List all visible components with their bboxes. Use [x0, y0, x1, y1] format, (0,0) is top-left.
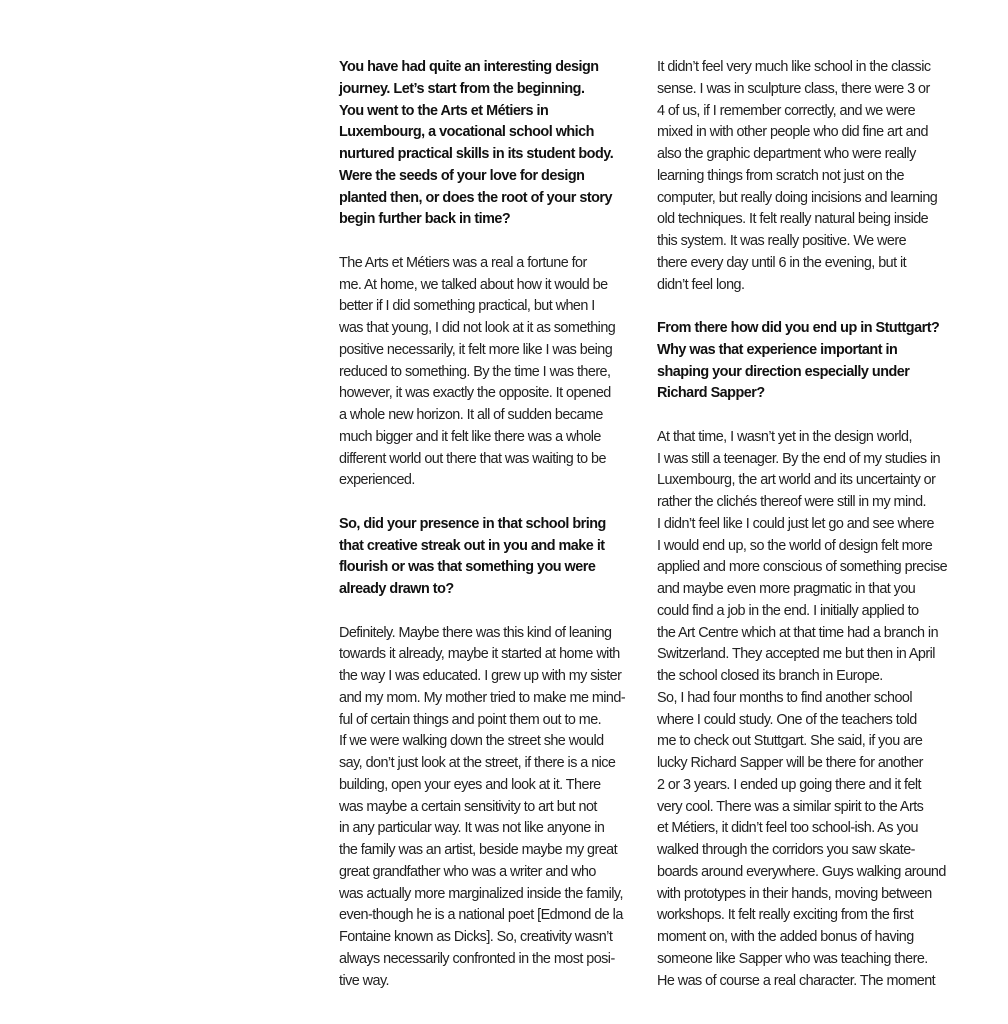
text-line: building, open your eyes and look at it. There: [339, 776, 601, 793]
text-line: better if I did something practical, but when I: [339, 298, 595, 315]
right-column: [657, 57, 957, 992]
text-line: Fontaine known as Dicks]. So, creativity wasn’t: [339, 929, 613, 945]
text-line: much bigger and it felt like there was a whole: [339, 428, 601, 445]
interview-answer: [657, 427, 957, 993]
paragraph-gap: [339, 492, 639, 514]
text-line: walked through the corridors you saw skate-: [657, 842, 915, 858]
interview-question: [339, 514, 639, 601]
text-line: different world out there that was waiting to be: [339, 450, 606, 467]
text-line: me. At home, we talked about how it would be: [339, 276, 608, 293]
text-line: already drawn to?: [339, 581, 454, 597]
text-line: planted then, or does the root of your story: [339, 189, 613, 206]
text-line: flourish or was that something you were: [339, 559, 596, 576]
text-line: It didn’t feel very much like school in the classic: [657, 59, 931, 75]
text-line: and my mom. My mother tried to make me mind-: [339, 689, 626, 706]
text-line: applied and more conscious of something precise: [657, 559, 948, 576]
text-line: He was of course a real character. The moment: [657, 972, 936, 989]
text-line: mixed in with other people who did fine art and: [657, 124, 928, 141]
text-line: the way I was educated. I grew up with my sister: [339, 668, 622, 684]
text-line: tive way.: [339, 972, 389, 989]
text-line: Luxembourg, the art world and its uncertainty or: [657, 472, 936, 489]
text-line: me to check out Stuttgart. She said, if you are: [657, 733, 923, 750]
text-line: didn’t feel long.: [657, 276, 745, 293]
text-line: nurtured practical skills in its student body.: [339, 146, 614, 162]
text-line: sense. I was in sculpture class, there were 3 or: [657, 80, 930, 97]
text-line: Why was that experience important in: [657, 341, 898, 358]
text-line: and maybe even more pragmatic in that you: [657, 581, 916, 597]
text-line: old techniques. It felt really natural being inside: [657, 211, 929, 228]
text-line: reduced to something. By the time I was there,: [339, 363, 611, 380]
interview-question: [657, 318, 957, 405]
paragraph-gap: [657, 296, 957, 318]
text-line: could find a job in the end. I initially applied to: [657, 602, 919, 619]
text-line: begin further back in time?: [339, 211, 511, 228]
text-line: the school closed its branch in Europe.: [657, 668, 883, 684]
interview-answer: [657, 57, 957, 296]
text-line: learning things from scratch not just on the: [657, 167, 904, 184]
text-line: Were the seeds of your love for design: [339, 167, 585, 184]
text-line: 2 or 3 years. I ended up going there and it felt: [657, 776, 922, 793]
interview-answer: [339, 253, 639, 492]
text-line: ful of certain things and point them out to me.: [339, 711, 602, 728]
text-line: positive necessarily, it felt more like I was being: [339, 341, 613, 358]
text-line: I didn’t feel like I could just let go and see where: [657, 515, 934, 532]
text-line: towards it already, maybe it started at home with: [339, 646, 620, 663]
text-line: workshops. It felt really exciting from the first: [657, 907, 914, 924]
text-line: rather the clichés thereof were still in my mind.: [657, 494, 926, 510]
text-line: Definitely. Maybe there was this kind of leaning: [339, 624, 612, 641]
text-line: journey. Let’s start from the beginning.: [339, 80, 585, 97]
text-line: Luxembourg, a vocational school which: [339, 124, 594, 141]
text-line: however, it was exactly the opposite. It opened: [339, 385, 611, 402]
interview-answer: [339, 623, 639, 993]
text-line: The Arts et Métiers was a real a fortune for: [339, 254, 587, 271]
text-line: in any particular way. It was not like anyone in: [339, 820, 605, 837]
text-line: was actually more marginalized inside the family,: [339, 885, 623, 902]
text-line: Switzerland. They accepted me but then in April: [657, 646, 935, 663]
text-line: the Art Centre which at that time had a branch in: [657, 624, 939, 641]
text-line: I would end up, so the world of design felt more: [657, 537, 933, 554]
text-line: with prototypes in their hands, moving between: [657, 885, 932, 902]
text-line: experienced.: [339, 472, 415, 489]
text-line: someone like Sapper who was teaching there.: [657, 950, 928, 967]
paragraph-gap: [657, 405, 957, 427]
text-line: moment on, with the added bonus of having: [657, 929, 914, 945]
paragraph-gap: [339, 231, 639, 253]
text-line: was that young, I did not look at it as something: [339, 320, 616, 336]
text-line: there every day until 6 in the evening, but it: [657, 254, 907, 271]
text-line: If we were walking down the street she would: [339, 733, 604, 750]
text-line: computer, but really doing incisions and learning: [657, 189, 938, 206]
text-line: the family was an artist, beside maybe my great: [339, 842, 618, 858]
text-line: You have had quite an interesting design: [339, 59, 599, 75]
text-line: So, I had four months to find another school: [657, 689, 912, 706]
text-line: I was still a teenager. By the end of my studies in: [657, 450, 941, 467]
paragraph-gap: [339, 601, 639, 623]
text-line: a whole new horizon. It all of sudden became: [339, 407, 603, 423]
text-line: et Métiers, it didn’t feel too school-ish. As you: [657, 820, 919, 837]
text-line: that creative streak out in you and make it: [339, 537, 605, 554]
interview-question: [339, 57, 639, 231]
text-line: boards around everywhere. Guys walking around: [657, 863, 946, 880]
text-line: shaping your direction especially under: [657, 363, 910, 380]
text-line: Richard Sapper?: [657, 385, 765, 402]
text-line: So, did your presence in that school bring: [339, 515, 606, 532]
text-line: You went to the Arts et Métiers in: [339, 102, 549, 119]
text-line: 4 of us, if I remember correctly, and we were: [657, 102, 916, 119]
text-line: even-though he is a national poet [Edmond de la: [339, 907, 623, 924]
text-line: great grandfather who was a writer and who: [339, 863, 596, 880]
text-line: also the graphic department who were really: [657, 146, 916, 162]
text-line: this system. It was really positive. We were: [657, 233, 907, 249]
left-column: [339, 57, 639, 992]
text-line: always necessarily confronted in the most posi-: [339, 950, 615, 967]
text-line: where I could study. One of the teachers told: [657, 711, 917, 728]
text-line: very cool. There was a similar spirit to the Arts: [657, 798, 924, 815]
text-line: At that time, I wasn’t yet in the design world,: [657, 428, 912, 445]
text-line: was maybe a certain sensitivity to art but not: [339, 798, 597, 815]
text-line: lucky Richard Sapper will be there for another: [657, 755, 923, 771]
text-line: From there how did you end up in Stuttgart?: [657, 320, 940, 336]
text-line: say, don’t just look at the street, if there is a nice: [339, 755, 616, 771]
